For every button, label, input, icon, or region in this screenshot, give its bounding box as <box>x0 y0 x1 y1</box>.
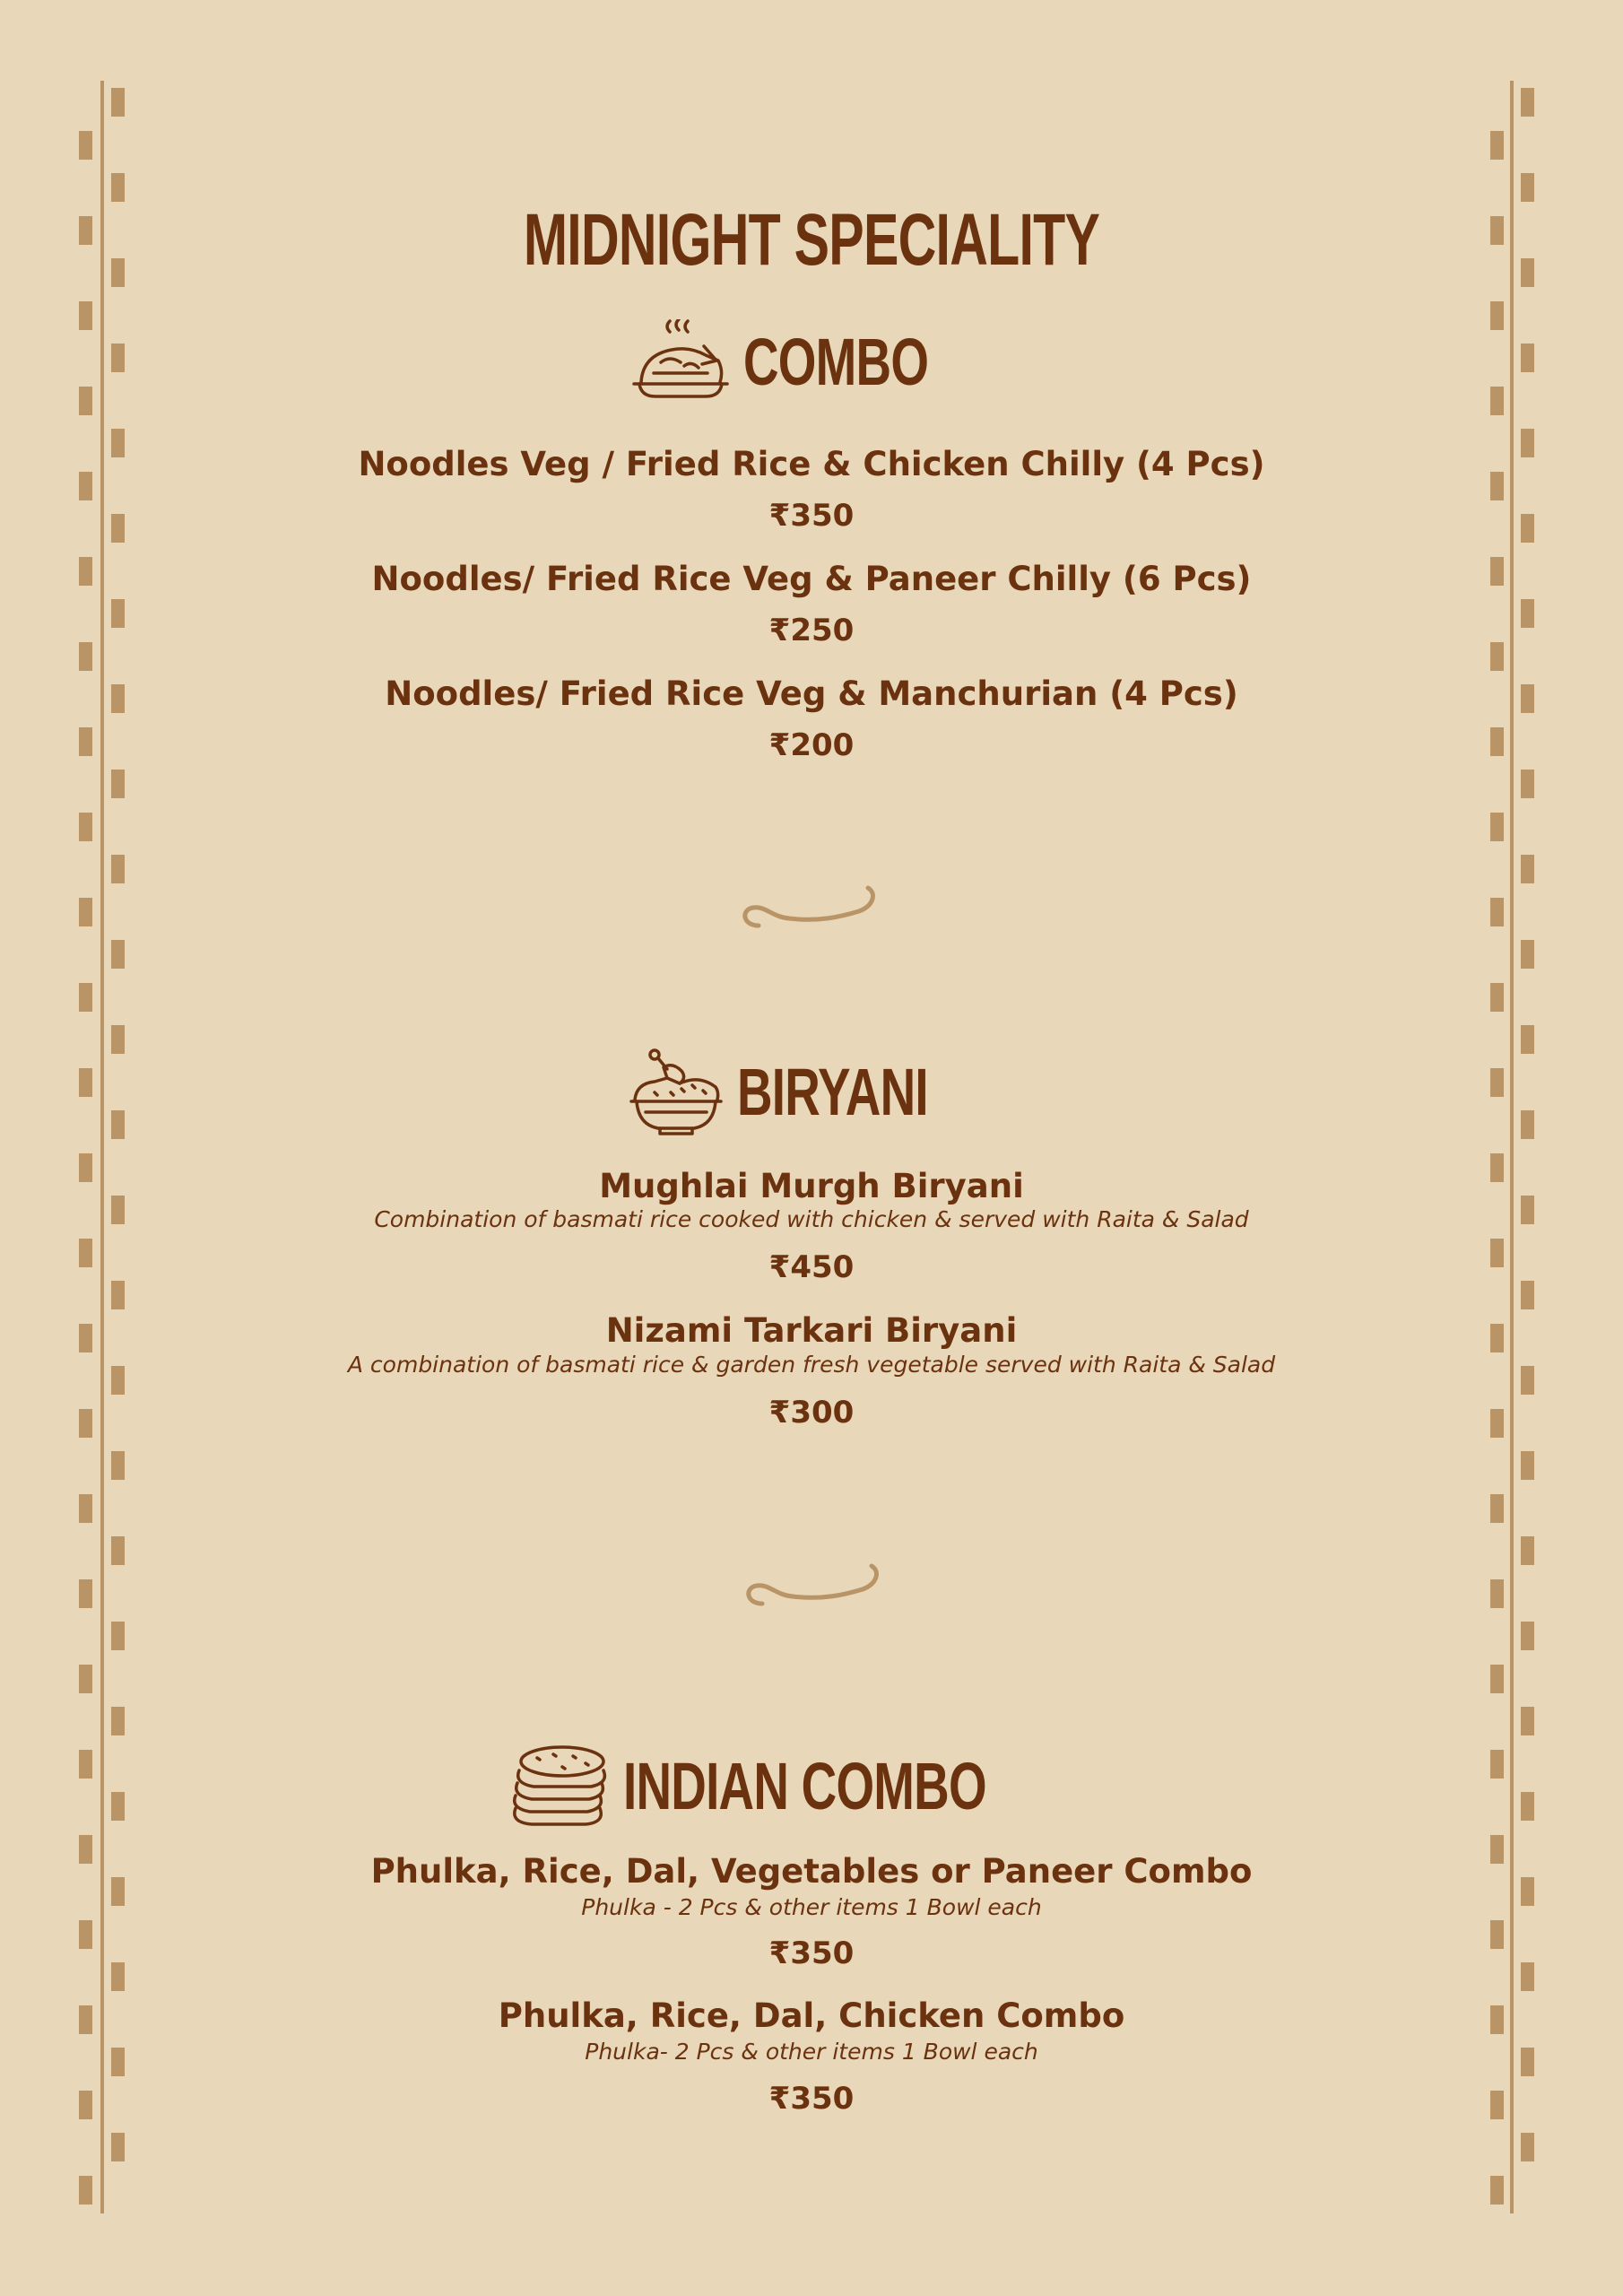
swirl-divider-ornament <box>733 881 881 933</box>
menu-item-description: A combination of basmati rice & garden fresh vegetable served with Raita & Salad <box>347 1352 1276 1378</box>
menu-item-description: Combination of basmati rice cooked with chicken & served with Raita & Salad <box>374 1206 1249 1232</box>
menu-item-name: Nizami Tarkari Biryani <box>605 1311 1018 1350</box>
section-heading-biryani: BIRYANI <box>737 1055 929 1129</box>
menu-item-name: Noodles/ Fried Rice Veg & Paneer Chilly (6 Pcs) <box>371 560 1252 598</box>
menu-item-name: Noodles Veg / Fried Rice & Chicken Chilly (4 Pcs) <box>358 445 1265 483</box>
swirl-divider-ornament <box>737 1559 885 1611</box>
section-heading-combo: COMBO <box>742 325 928 399</box>
biryani-bowl-icon <box>628 1048 725 1137</box>
menu-item-price: ₹300 <box>768 1395 855 1431</box>
menu-item-description: Phulka- 2 Pcs & other items 1 Bowl each <box>585 2039 1038 2065</box>
menu-item-name: Noodles/ Fried Rice Veg & Manchurian (4 Pcs) <box>385 674 1238 713</box>
section-header-indian-combo <box>0 1744 1623 1830</box>
menu-item-price: ₹250 <box>768 613 855 648</box>
flatbread-stack-icon <box>508 1744 611 1830</box>
menu-item-price: ₹350 <box>768 498 855 534</box>
section-heading-indian-combo: INDIAN COMBO <box>623 1749 987 1823</box>
page-title: MIDNIGHT SPECIALITY <box>523 199 1100 281</box>
menu-item-price: ₹350 <box>768 2081 855 2117</box>
menu-item-name: Mughlai Murgh Biryani <box>599 1167 1024 1205</box>
menu-item-name: Phulka, Rice, Dal, Chicken Combo <box>498 1996 1125 2035</box>
menu-item-description: Phulka - 2 Pcs & other items 1 Bowl each <box>581 1894 1042 1920</box>
menu-item-name: Phulka, Rice, Dal, Vegetables or Paneer Combo <box>370 1852 1253 1891</box>
menu-item-price: ₹450 <box>768 1249 855 1285</box>
menu-item-price: ₹350 <box>768 1935 855 1971</box>
menu-item-price: ₹200 <box>768 727 855 763</box>
section-header-combo <box>0 319 1623 405</box>
section-header-biryani <box>0 1048 1623 1137</box>
food-plate-icon <box>630 319 731 405</box>
